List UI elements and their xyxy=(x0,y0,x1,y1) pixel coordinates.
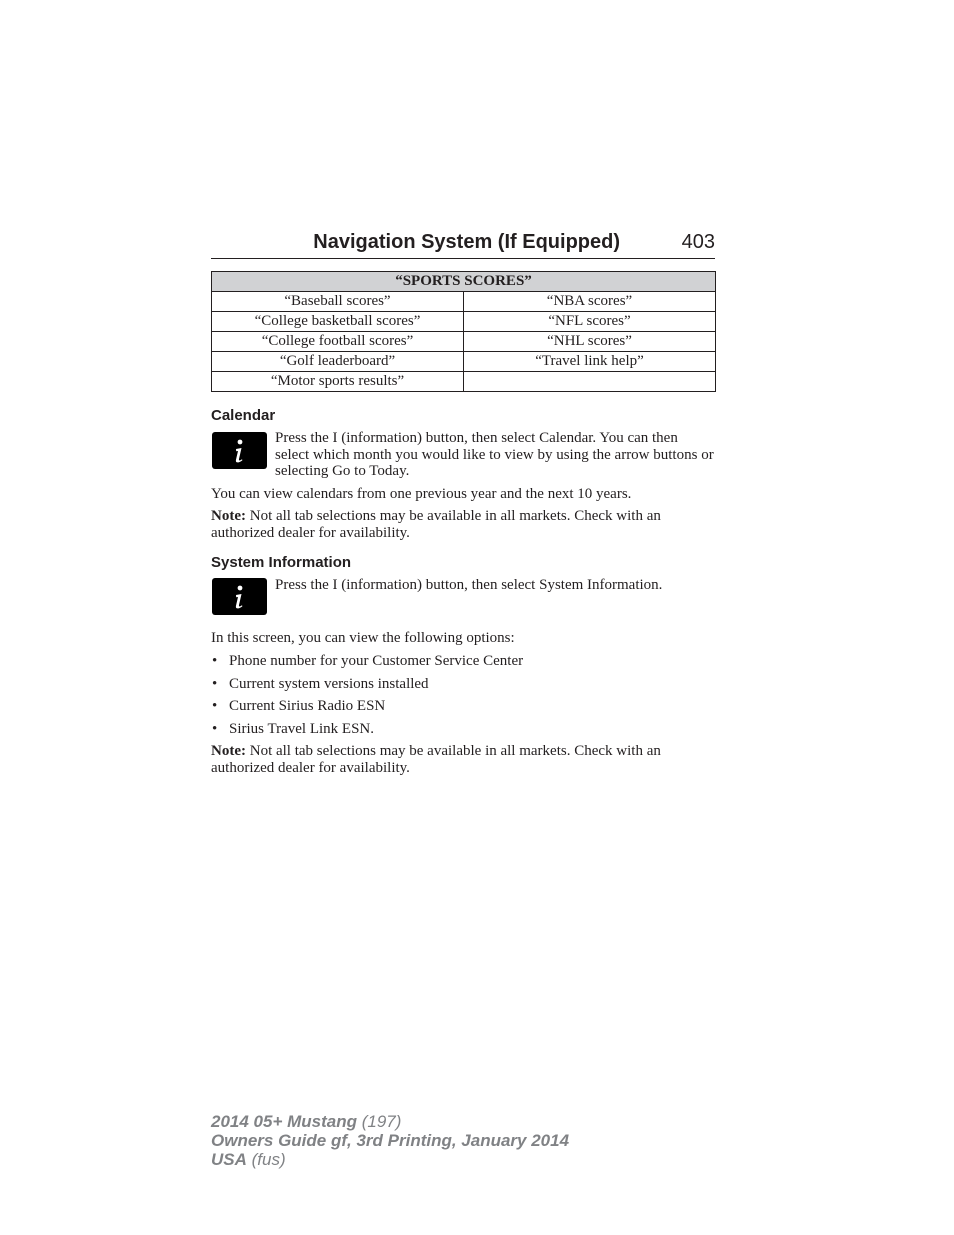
footer-line-1: 2014 05+ Mustang (197) xyxy=(211,1112,402,1131)
table-cell: “Baseball scores” xyxy=(212,292,464,312)
page-title: Navigation System (If Equipped) xyxy=(313,231,620,253)
table-heading: “SPORTS SCORES” xyxy=(212,272,716,292)
table-row xyxy=(212,352,716,372)
footer-line-3: USA (fus) xyxy=(211,1150,286,1169)
system-info-note xyxy=(211,743,716,776)
table-cell: “Travel link help” xyxy=(464,352,716,372)
info-icon xyxy=(212,432,267,469)
table-cell xyxy=(464,372,716,392)
calendar-body: You can view calendars from one previous year and the next 10 years. xyxy=(211,486,632,502)
page-header xyxy=(211,228,715,259)
note-label: Note: xyxy=(211,743,246,759)
table-cell: “College basketball scores” xyxy=(212,312,464,332)
table-cell: “NFL scores” xyxy=(464,312,716,332)
table-row xyxy=(212,312,716,332)
info-icon xyxy=(212,578,267,615)
list-item: • Current Sirius Radio ESN xyxy=(212,698,386,714)
note-text: Not all tab selections may be available in all markets. Check with an authorized dealer for availability. xyxy=(211,743,661,776)
note-label: Note: xyxy=(211,508,246,524)
calendar-note xyxy=(211,508,716,541)
table-cell: “NHL scores” xyxy=(464,332,716,352)
page-number: 403 xyxy=(681,231,715,253)
page-footer xyxy=(211,1112,569,1169)
list-item: • Current system versions installed xyxy=(212,675,429,692)
system-info-text: Press the I (information) button, then select System Information. xyxy=(275,577,663,593)
list-item: • Sirius Travel Link ESN. xyxy=(212,720,375,737)
footer-line-2: Owners Guide gf, 3rd Printing, January 2014 xyxy=(211,1131,570,1150)
table-row xyxy=(212,292,716,312)
table-cell: “NBA scores” xyxy=(464,292,716,312)
table-cell: “College football scores” xyxy=(212,332,464,352)
system-info-options-list xyxy=(211,650,523,740)
table-row xyxy=(212,372,716,392)
calendar-info-text: Press the I (information) button, then select Calendar. You can then select which month you would like to view by using the arrow buttons or selecting Go to Today. xyxy=(275,430,714,479)
note-text: Not all tab selections may be available in all markets. Check with an authorized dealer for availability. xyxy=(211,508,661,541)
system-information-heading: System Information xyxy=(211,554,352,571)
system-info-intro: In this screen, you can view the following options: xyxy=(211,630,515,646)
list-item: • Phone number for your Customer Service Center xyxy=(212,653,524,669)
table-cell: “Motor sports results” xyxy=(212,372,464,392)
calendar-heading: Calendar xyxy=(211,407,276,424)
table-cell: “Golf leaderboard” xyxy=(212,352,464,372)
table-row xyxy=(212,332,716,352)
sports-scores-table xyxy=(211,271,716,392)
